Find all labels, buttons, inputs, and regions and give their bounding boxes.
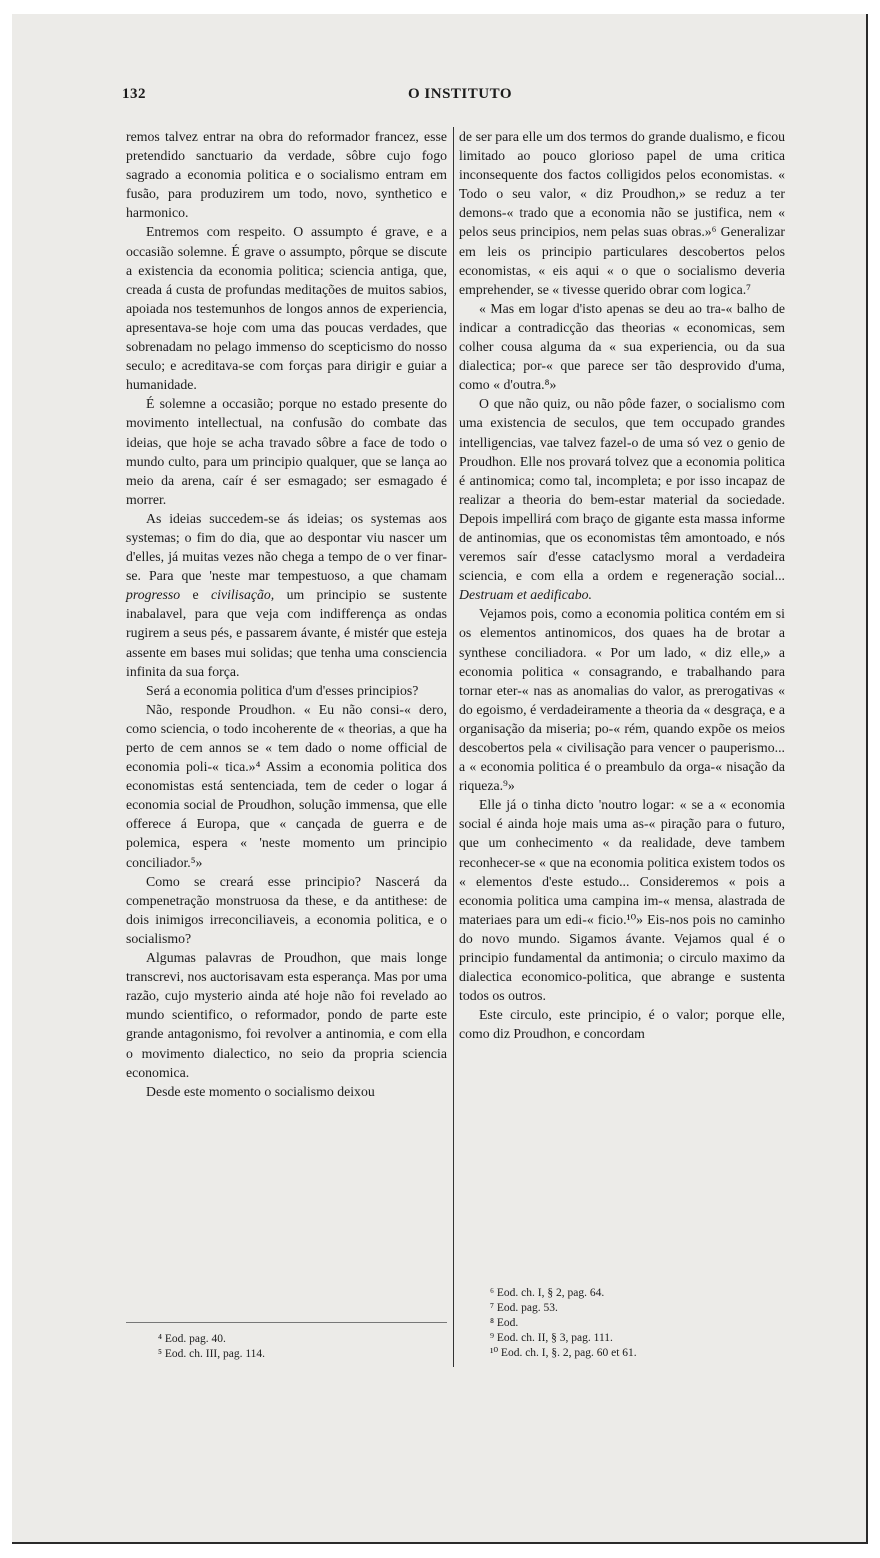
paragraph: Entremos com respeito. O assumpto é grave, e a occasião solemne. É grave o assumpto, pôrque se discute a existencia da economia politica; sciencia antiga, que, creada á custa de profundas meditações de muitos sabios, apoiada nos testemunhos de longos annos de experiencia, apresentava-se hoje com uma das poucas verdades, que sobrenadam no pelago immenso do scepticismo do nosso seculo; e acreditava-se com forças para dirigir e guiar a humanidade. bbox=[126, 224, 447, 393]
paragraph: remos talvez entrar na obra do reformador francez, esse pretendido sanctuario da verdade, sôbre cujo fogo sagrado a economia politica e o socialismo entram em fusão, para produzirem um todo, novo, synthetico e harmonico. bbox=[126, 129, 447, 221]
footnote: ⁶ Eod. ch. I, § 2, pag. 64. bbox=[490, 1287, 605, 1299]
footnote: ⁴ Eod. pag. 40. bbox=[158, 1333, 226, 1345]
footnote: ⁸ Eod. bbox=[490, 1317, 519, 1329]
text-run: e bbox=[180, 587, 211, 603]
right-column bbox=[459, 127, 785, 1044]
footnote: ⁹ Eod. ch. II, § 3, pag. 111. bbox=[490, 1332, 613, 1344]
paragraph: Este circulo, este principio, é o valor; porque elle, como diz Proudhon, e concordam bbox=[459, 1007, 785, 1042]
column-divider bbox=[453, 127, 454, 1367]
italic-text: civilisação, bbox=[211, 587, 275, 603]
footnote-divider bbox=[126, 1322, 447, 1323]
paragraph: de ser para elle um dos termos do grande dualismo, e ficou limitado ao pouco glorioso papel de uma critica inconsequente dos factos colligidos pelos economistas. « Todo o seu valor, « diz Proudhon,» se reduz a ter demons-« trado que a economia não se justifica, nem « pelos seus principios, nem pelas suas obras.»⁶ Generalizar em leis os principio particulares descobertos pelos economistas, « eis aqui « o que o socialismo deveria emprehender, se « tivesse querido obrar com logica.⁷ bbox=[459, 129, 785, 297]
running-title: O INSTITUTO bbox=[407, 86, 512, 102]
italic-text: Destruam et aedificabo. bbox=[459, 587, 592, 603]
text-run: O que não quiz, ou não pôde fazer, o socialismo com uma existencia de seculos, que tem occupado grandes intelligencias, vae talvez fazel-o de uma só vez o genio de Proudhon. Elle nos provará tolvez que a economia politica é antinomica; como tal, incompleta; e por isso incapaz de realizar a theoria do bem-estar material da sociedade. Depois impellirá com braço de gigante esta massa informe de antinomias, que os economistas têm amontoado, e nós veremos saír d'esse cataclysmo moral a verdadeira sciencia, e com ella a ordem e regeneração social... bbox=[459, 396, 785, 584]
italic-text: progresso bbox=[126, 587, 181, 603]
page-header bbox=[122, 80, 798, 110]
left-column bbox=[126, 127, 447, 1101]
page-number: 132 bbox=[122, 86, 146, 102]
footnote: ¹⁰ Eod. ch. I, §. 2, pag. 60 et 61. bbox=[490, 1347, 637, 1359]
paragraph: Desde este momento o socialismo deixou bbox=[146, 1083, 375, 1099]
paragraph: Elle já o tinha dicto 'noutro logar: « se a « economia social é ainda hoje mais uma as-« piração para o futuro, que um conhecimento « da realidade, deve tambem reconhecer-se « que na economia politica existem todos os « elementos d'este estudo... Consideremos « pois a economia politica uma campina im-« mensa, alastrada de materiaes para um edi-« ficio.¹⁰» Eis-nos pois no caminho do novo mundo. Sigamos ávante. Vejamos qual é o principio fundamental da antimonia; o circulo maximo da dialectica economico-politica, que abrange e sustenta todos os outros. bbox=[459, 797, 785, 1004]
paragraph: Algumas palavras de Proudhon, que mais longe transcrevi, nos auctorisavam esta esperança. Mas por uma razão, cujo mysterio ainda até hoje não foi revelado ao mundo scientifico, o reformador, pondo de parte este grande antagonismo, foi revolver a antinomia, e com ella o movimento dialectico, no seio da propria sciencia economica. bbox=[126, 950, 447, 1080]
paragraph bbox=[126, 509, 447, 681]
paragraph: « Mas em logar d'isto apenas se deu ao tra-« balho de indicar a contradicção das theorias « economicas, sem colher cousa alguma da « sua experiencia, ou da sua dialectica; por-« que parece ser tão desprovido d'uma, como « d'outra.⁸» bbox=[459, 300, 785, 393]
footnote: ⁷ Eod. pag. 53. bbox=[490, 1302, 558, 1314]
left-footnotes bbox=[158, 1332, 438, 1362]
paragraph: Vejamos pois, como a economia politica contém em si os elementos antinomicos, dos quaes ha de brotar a synthese conciliadora. « Por um lado, « diz elle,» a economia politica « consagrando, e trabalhando para tornar eter-« nas as anomalias do valor, as prerogativas « do egoismo, é verdadeiramente a theoria da « desgraça, e a organisação da miseria; po-« rém, quando expõe os meios descobertos pela « civilisação para vencer o pauperismo... a « economia politica é o preambulo da orga-« nisação da riqueza.⁹» bbox=[459, 606, 785, 794]
paragraph: Será a economia politica d'um d'esses principios? bbox=[146, 682, 419, 698]
paragraph: Como se creará esse principio? Nascerá da compenetração monstruosa da these, e da antithese: de dois inimigos irreconciliaveis, a economia politica, e o socialismo? bbox=[126, 873, 447, 946]
right-footnotes bbox=[490, 1286, 780, 1361]
paragraph bbox=[459, 394, 785, 604]
footnote: ⁵ Eod. ch. III, pag. 114. bbox=[158, 1348, 266, 1360]
paragraph: É solemne a occasião; porque no estado presente do movimento intellectual, na confusão do combate das ideias, que hoje se acha travado sôbre a face de todo o mundo culto, para um principio qualquer, que se lança ao meio da arena, caír é ser esmagado; ser esmagado é morrer. bbox=[126, 396, 447, 507]
text-run: As ideias succedem-se ás ideias; os systemas aos systemas; o fim do dia, que ao despontar viu nascer um d'elles, já muitas vezes não chega a tempo de o ver finar-se. Para que 'neste mar tempestuoso, a que chamam bbox=[126, 510, 447, 584]
text-run: um principio se sustente inabalavel, para que veja com indifferença as ondas rugirem a seus pés, e passarem ávante, é mistér que esteja assente em bases mui solidas; que tenha uma consciencia infinita da sua força. bbox=[126, 587, 447, 679]
paragraph: Não, responde Proudhon. « Eu não consi-« dero, como sciencia, o todo incoherente de « theorias, a que ha perto de cem annos se « tem dado o nome official de economia poli-« tica.»⁴ Assim a economia politica dos economistas está sentenciada, tem de ceder o logar á economia social de Proudhon, solução immensa, que elle offerece á Europa, que « cançada de guerra e de polemica, espera « 'neste momento um principio conciliador.⁵» bbox=[126, 701, 447, 870]
